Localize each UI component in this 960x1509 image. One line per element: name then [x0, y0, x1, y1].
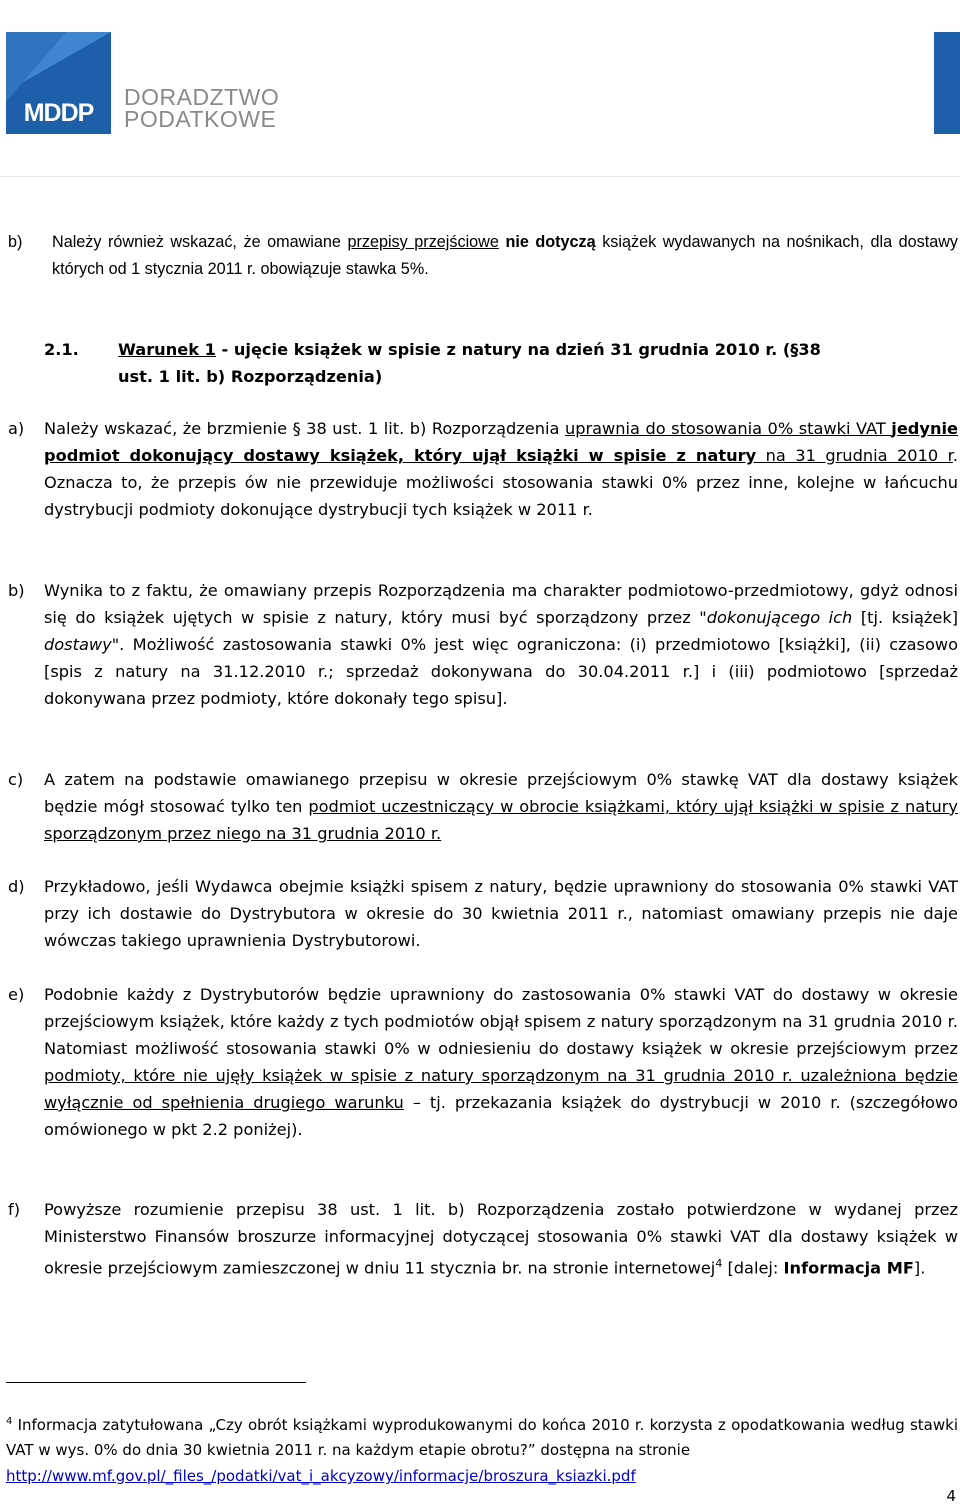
footnote-ref[interactable]: 4	[715, 1257, 723, 1270]
item-d-label: d)	[8, 877, 25, 896]
page-header	[0, 0, 960, 178]
item-d-paragraph: Przykładowo, jeśli Wydawca obejmie książki spisem z natury, będzie uprawniony do stosowania 0% stawki VAT przy ich dostawie do Dystrybutora w okresie do 30 kwietnia 2011 r., natomiast omawiany przepis nie daje wówczas takiego uprawnienia Dystrybutorowi.	[44, 877, 958, 950]
footnote-number: 4	[6, 1416, 13, 1427]
underlined-phrase: podmiot uczestniczący w obrocie książkami, który ujął książki w spisie z natury sporządzonym przez niego na 31 grudnia 2010 r.	[44, 797, 958, 843]
item-b-label: b)	[8, 581, 25, 600]
item-c-label: c)	[8, 770, 24, 789]
item-a-paragraph: Należy wskazać, że brzmienie § 38 ust. 1 lit. b) Rozporządzenia uprawnia do stosowania 0% stawki VAT jedynie podmiot dokonujący dostawy książek, który ujął książki w spisie z natury na 31 grudnia 2010 r. Oznacza to, że przepis ów nie przewiduje możliwości stosowania stawki 0% przez inne, kolejne w łańcuchu dystrybucji podmioty dokonujące dystrybucji tych książek w 2011 r.	[44, 419, 959, 519]
item-f-paragraph: Powyższe rozumienie przepisu 38 ust. 1 lit. b) Rozporządzenia zostało potwierdzone w wydanej przez Ministerstwo Finansów broszurze informacyjnej dotyczącej stosowania 0% stawki VAT dla dostawy książek w okresie przejściowym zamieszczonej w dniu 11 stycznia br. na stronie internetowej$^4$ [dalej: Informacja MF].	[44, 1200, 958, 1278]
item-b-paragraph: Wynika to z faktu, że omawiany przepis Rozporządzenia ma charakter podmiotowo-przedmiotowy, gdyż odnosi się do książek ujętych w spisie z natury, który musi być sporządzony przez "dokonującego ich [tj. książek] dostawy". Możliwość zastosowania stawki 0% jest więc ograniczona: (i) przedmiotowo [książki], (ii) czasowo [spis z natury na 31.12.2010 r.; sprzedaż dokonywana do 30.04.2011 r.] i (iii) podmiotowo [sprzedaż dokonywana przez podmioty, które dokonały tego spisu].	[44, 581, 959, 708]
footnote-link[interactable]: http://www.mf.gov.pl/_files_/podatki/vat_i_akcyzowy/informacje/broszura_ksiazki.pdf	[6, 1467, 636, 1485]
underlined-phrase: przepisy przejściowe	[347, 233, 499, 251]
section-title: Warunek 1 - ujęcie książek w spisie z natury na dzień 31 grudnia 2010 r. (§38 ust. 1 lit. b) Rozporządzenia)	[118, 340, 821, 386]
logo-shape-icon	[6, 32, 66, 102]
mddp-logo	[6, 32, 111, 134]
paragraph-sign-icon: §	[292, 419, 301, 438]
footnote-text: $^4$ Informacja zatytułowana „Czy obrót książkami wyprodukowanymi do końca 2010 r. korzysta z opodatkowania według stawki VAT w wys. 0% do dnia 30 kwietnia 2011 r. na każdym etapie obrotu?” dostępna na stronie	[6, 1416, 958, 1459]
item-a-label: a)	[8, 419, 25, 438]
item-c-paragraph: A zatem na podstawie omawianego przepisu w okresie przejściowym 0% stawkę VAT dla dostawy książek będzie mógł stosować tylko ten podmiot uczestniczący w obrocie książkami, który ujął książki w spisie z natury sporządzonym przez niego na 31 grudnia 2010 r.	[44, 770, 958, 843]
intro-label: b)	[8, 233, 23, 251]
item-f-label: f)	[8, 1200, 21, 1219]
item-e-label: e)	[8, 985, 25, 1004]
logo-mark: MDDP	[23, 99, 94, 127]
underlined-phrase: uprawnia do stosowania 0% stawki VAT	[564, 419, 892, 438]
header-accent-bar	[934, 32, 960, 134]
header-divider	[0, 176, 960, 177]
item-e-paragraph: Podobnie każdy z Dystrybutorów będzie uprawniony do zastosowania 0% stawki VAT do dostawy w okresie przejściowym książek, które każdy z tych podmiotów objął spisem z natury sporządzonym na 31 grudnia 2010 r. Natomiast możliwość stosowania stawki 0% w odniesieniu do dostawy książek w okresie przejściowym przez podmioty, które nie ujęły książek w spisie z natury sporządzonym na 31 grudnia 2010 r. uzależniona będzie wyłącznie od spełnienia drugiego warunku – tj. przekazania książek do dystrybucji w 2010 r. (szczegółowo omówionego w pkt 2.2 poniżej).	[44, 985, 958, 1139]
logo-text-line1: DORADZTWO	[124, 84, 280, 110]
logo-text-line2: PODATKOWE	[124, 106, 277, 132]
footnote-divider	[6, 1382, 306, 1383]
paragraph-sign-icon: §	[790, 340, 799, 359]
bold-phrase: nie dotyczą	[505, 233, 596, 251]
page-number: 4	[946, 1487, 956, 1505]
bold-underlined-phrase: jedynie podmiot dokonujący dostawy książek, który ujął książki w spisie z natury	[44, 419, 958, 465]
bold-phrase: Informacja MF	[783, 1258, 914, 1278]
intro-paragraph: Należy również wskazać, że omawiane przepisy przejściowe nie dotyczą książek wydawanych na nośnikach, dla dostawy których od 1 stycznia 2011 r. obowiązuje stawka 5%.	[52, 233, 959, 278]
section-number: 2.1.	[44, 340, 79, 359]
underlined-phrase: podmioty, które nie ujęły książek w spisie z natury sporządzonym na 31 grudnia 2010 r. uzależniona będzie wyłącznie od spełnienia drugiego warunku	[44, 1066, 958, 1112]
